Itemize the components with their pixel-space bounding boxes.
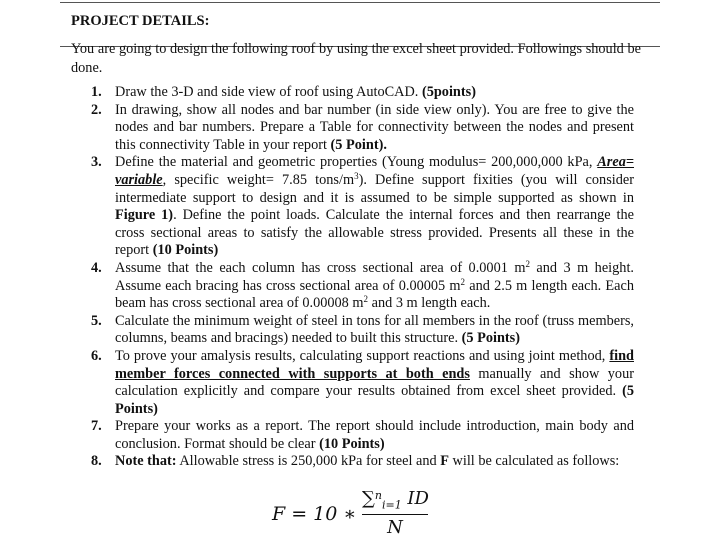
note-label: Note that: bbox=[115, 453, 177, 470]
item-number: 1. bbox=[91, 84, 102, 100]
item-text: Define the material and geometric properties (Young modulus= 200,000,000 kPa, bbox=[115, 154, 598, 171]
item-text: will be calculated as follows: bbox=[448, 453, 620, 470]
item-points: (5 Points) bbox=[461, 330, 520, 347]
formula-lhs: F = 10 ∗ bbox=[272, 503, 357, 525]
formula-denominator: N bbox=[387, 517, 403, 539]
intro-paragraph: You are going to design the following roof by using the excel sheet provided. Followings should be done. bbox=[71, 41, 641, 76]
item-text: Allowable stress is 250,000 kPa for steel and bbox=[176, 453, 441, 470]
item-text: Prepare your works as a report. The report should include introduction, main body and conclusion. Format should be clear bbox=[115, 418, 634, 452]
item-text: and 3 m height. Assume each bracing has cross sectional area of 0.00005 m bbox=[115, 259, 634, 294]
sum-lower-limit: i=1 bbox=[381, 498, 402, 512]
list-item bbox=[71, 418, 634, 453]
list-item bbox=[71, 453, 634, 471]
item-points: (5 Point). bbox=[330, 136, 387, 153]
item-text: ). Define support fixities (you will consider intermediate support to design and it is assumed to be simple supported as shown in bbox=[115, 171, 634, 206]
list-item bbox=[71, 84, 634, 102]
fraction-bar bbox=[362, 514, 428, 516]
item-points: (5points) bbox=[421, 84, 476, 100]
formula-id: ID bbox=[401, 488, 429, 509]
item-text: and 2.5 m length each. Each beam has cross sectional area of 0.00008 m bbox=[115, 277, 634, 312]
item-text: . Define the point loads. Calculate the internal forces and then rearrange the cross sectional areas to satisfy the allowable stress provided. Presents all these in the report bbox=[115, 207, 634, 259]
area-variable-text: Area= variable bbox=[115, 154, 634, 188]
item-text: To prove your amalysis results, calculating support reactions and using joint method, bbox=[115, 347, 610, 364]
figure-reference: Figure 1) bbox=[115, 207, 174, 224]
item-points: (5 Points) bbox=[115, 383, 634, 417]
list-item bbox=[71, 313, 634, 348]
task-list bbox=[71, 84, 634, 471]
item-number: 6. bbox=[91, 347, 102, 364]
item-text: Draw the 3-D and side view of roof using AutoCAD. bbox=[115, 84, 422, 100]
superscript: 2 bbox=[525, 258, 530, 269]
item-text: manually and show your calculation explicitly and compare your results obtained from excel sheet provided. bbox=[115, 365, 634, 400]
list-item bbox=[71, 154, 634, 260]
item-text: and 3 m length each. bbox=[368, 295, 491, 312]
underlined-instruction: find member forces connected with supports at both ends bbox=[115, 347, 634, 382]
top-rule bbox=[60, 2, 660, 3]
item-number: 8. bbox=[91, 453, 102, 470]
sum-upper-limit: n bbox=[374, 489, 382, 502]
superscript: 3 bbox=[354, 170, 359, 181]
item-text: In drawing, show all nodes and bar number (in side view only). You are free to give the nodes and bar numbers. Prepare a Table for connectivity between the nodes and present this connectivity Table in your report bbox=[115, 101, 634, 153]
item-number: 7. bbox=[91, 418, 102, 435]
force-symbol: F bbox=[440, 453, 449, 470]
section-heading: PROJECT DETAILS: bbox=[71, 13, 210, 29]
item-text: , specific weight= 7.85 tons/m bbox=[162, 171, 355, 188]
list-item bbox=[71, 348, 634, 418]
summation-symbol: ∑ bbox=[362, 488, 375, 509]
item-number: 2. bbox=[91, 101, 102, 118]
superscript: 2 bbox=[460, 276, 466, 287]
item-points: (10 Points) bbox=[152, 242, 219, 259]
item-number: 3. bbox=[91, 154, 102, 171]
formula-fraction bbox=[362, 488, 428, 538]
item-number: 5. bbox=[91, 312, 102, 329]
item-number: 4. bbox=[91, 259, 102, 276]
superscript: 2 bbox=[363, 294, 369, 305]
formula-numerator bbox=[362, 488, 428, 512]
list-item bbox=[71, 102, 634, 155]
item-text: Calculate the minimum weight of steel in tons for all members in the roof (truss members, columns, beams and bracings) needed to built this structure. bbox=[115, 312, 634, 347]
item-text: Assume that the each column has cross sectional area of 0.0001 m bbox=[115, 259, 526, 276]
item-points: (10 Points) bbox=[319, 435, 385, 452]
list-item bbox=[71, 260, 634, 313]
